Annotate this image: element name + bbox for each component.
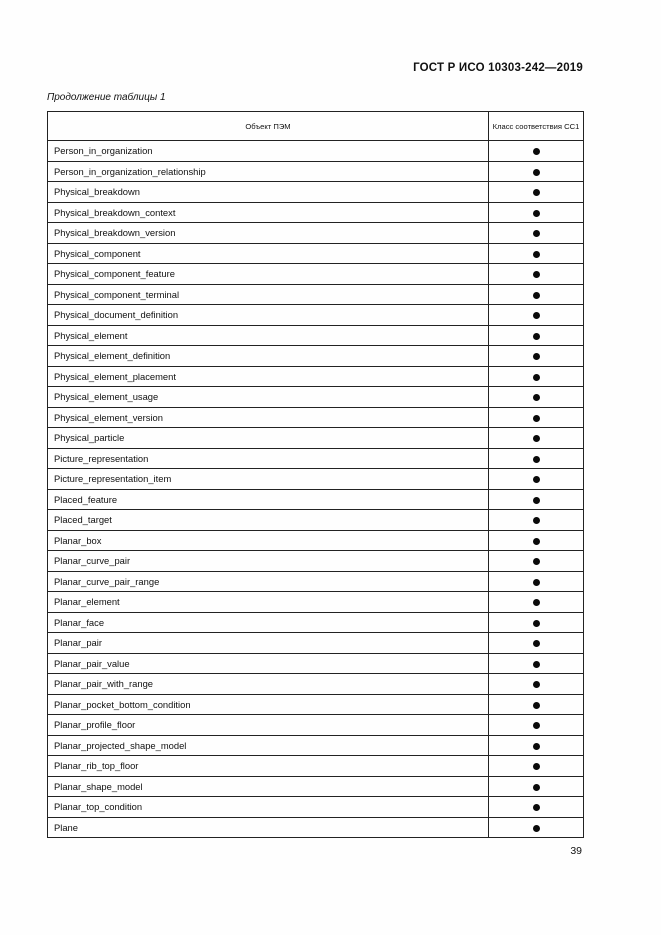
bullet-dot-icon [533, 599, 540, 606]
object-name-cell: Planar_curve_pair [48, 551, 489, 572]
table-row [48, 756, 584, 777]
table-row [48, 489, 584, 510]
bullet-dot-icon [533, 763, 540, 770]
object-name-cell: Planar_profile_floor [48, 715, 489, 736]
bullet-dot-icon [533, 353, 540, 360]
table-row [48, 735, 584, 756]
table-row [48, 776, 584, 797]
object-name-cell: Planar_face [48, 612, 489, 633]
conformance-mark-cell [489, 366, 584, 387]
object-name-cell: Physical_element_usage [48, 387, 489, 408]
table-row [48, 305, 584, 326]
conformance-mark-cell [489, 530, 584, 551]
object-name-cell: Physical_document_definition [48, 305, 489, 326]
bullet-dot-icon [533, 333, 540, 340]
conformance-mark-cell [489, 756, 584, 777]
table-row [48, 674, 584, 695]
conformance-mark-cell [489, 694, 584, 715]
bullet-dot-icon [533, 271, 540, 278]
bullet-dot-icon [533, 415, 540, 422]
conformance-mark-cell [489, 633, 584, 654]
table-row [48, 633, 584, 654]
table-row [48, 202, 584, 223]
object-name-cell: Physical_breakdown_context [48, 202, 489, 223]
table-row [48, 797, 584, 818]
bullet-dot-icon [533, 456, 540, 463]
table-row [48, 817, 584, 838]
conformance-mark-cell [489, 715, 584, 736]
object-name-cell: Person_in_organization [48, 141, 489, 162]
bullet-dot-icon [533, 681, 540, 688]
conformance-mark-cell [489, 653, 584, 674]
object-name-cell: Planar_rib_top_floor [48, 756, 489, 777]
table-row [48, 161, 584, 182]
object-name-cell: Picture_representation [48, 448, 489, 469]
conformance-mark-cell [489, 264, 584, 285]
object-name-cell: Physical_component_feature [48, 264, 489, 285]
conformance-mark-cell [489, 469, 584, 490]
bullet-dot-icon [533, 189, 540, 196]
object-name-cell: Planar_shape_model [48, 776, 489, 797]
table-row [48, 448, 584, 469]
object-name-cell: Physical_breakdown [48, 182, 489, 203]
object-name-cell: Planar_pocket_bottom_condition [48, 694, 489, 715]
object-name-cell: Planar_pair_with_range [48, 674, 489, 695]
table-row [48, 551, 584, 572]
conformance-mark-cell [489, 182, 584, 203]
conformance-mark-cell [489, 448, 584, 469]
document-code: ГОСТ Р ИСО 10303-242—2019 [413, 62, 583, 74]
bullet-dot-icon [533, 722, 540, 729]
table-row [48, 694, 584, 715]
conformance-mark-cell [489, 551, 584, 572]
bullet-dot-icon [533, 312, 540, 319]
table-row [48, 530, 584, 551]
conformance-mark-cell [489, 735, 584, 756]
bullet-dot-icon [533, 702, 540, 709]
conformance-mark-cell [489, 305, 584, 326]
conformance-mark-cell [489, 510, 584, 531]
bullet-dot-icon [533, 292, 540, 299]
bullet-dot-icon [533, 640, 540, 647]
bullet-dot-icon [533, 476, 540, 483]
conformance-mark-cell [489, 489, 584, 510]
table-row [48, 715, 584, 736]
bullet-dot-icon [533, 661, 540, 668]
object-name-cell: Planar_box [48, 530, 489, 551]
conformance-table [47, 111, 584, 838]
table-row [48, 612, 584, 633]
object-name-cell: Planar_top_condition [48, 797, 489, 818]
bullet-dot-icon [533, 825, 540, 832]
object-name-cell: Physical_element [48, 325, 489, 346]
table-row [48, 510, 584, 531]
conformance-mark-cell [489, 428, 584, 449]
conformance-mark-cell [489, 161, 584, 182]
table-row [48, 469, 584, 490]
conformance-mark-cell [489, 325, 584, 346]
conformance-mark-cell [489, 141, 584, 162]
object-name-cell: Physical_element_version [48, 407, 489, 428]
table-row [48, 141, 584, 162]
object-name-cell: Physical_component_terminal [48, 284, 489, 305]
table-row [48, 264, 584, 285]
table-row [48, 284, 584, 305]
conformance-mark-cell [489, 223, 584, 244]
object-name-cell: Physical_component [48, 243, 489, 264]
object-name-cell: Placed_target [48, 510, 489, 531]
bullet-dot-icon [533, 497, 540, 504]
object-name-cell: Planar_pair [48, 633, 489, 654]
bullet-dot-icon [533, 804, 540, 811]
table-row [48, 407, 584, 428]
column-header-object: Объект ПЭМ [48, 112, 489, 141]
conformance-mark-cell [489, 592, 584, 613]
conformance-mark-cell [489, 202, 584, 223]
conformance-mark-cell [489, 674, 584, 695]
table-row [48, 592, 584, 613]
bullet-dot-icon [533, 251, 540, 258]
table-row [48, 243, 584, 264]
column-header-class: Класс соответствия CC1 [489, 112, 584, 141]
table-row [48, 387, 584, 408]
conformance-mark-cell [489, 284, 584, 305]
bullet-dot-icon [533, 579, 540, 586]
table-row [48, 223, 584, 244]
object-name-cell: Placed_feature [48, 489, 489, 510]
object-name-cell: Planar_pair_value [48, 653, 489, 674]
object-name-cell: Physical_breakdown_version [48, 223, 489, 244]
table-header-row [48, 112, 584, 141]
page-number: 39 [570, 845, 582, 857]
bullet-dot-icon [533, 517, 540, 524]
object-name-cell: Plane [48, 817, 489, 838]
object-name-cell: Planar_curve_pair_range [48, 571, 489, 592]
conformance-mark-cell [489, 612, 584, 633]
bullet-dot-icon [533, 743, 540, 750]
conformance-mark-cell [489, 571, 584, 592]
bullet-dot-icon [533, 558, 540, 565]
table-caption: Продолжение таблицы 1 [47, 92, 166, 103]
table-row [48, 428, 584, 449]
bullet-dot-icon [533, 148, 540, 155]
object-name-cell: Physical_element_placement [48, 366, 489, 387]
bullet-dot-icon [533, 784, 540, 791]
table-row [48, 325, 584, 346]
bullet-dot-icon [533, 374, 540, 381]
bullet-dot-icon [533, 230, 540, 237]
bullet-dot-icon [533, 394, 540, 401]
object-name-cell: Picture_representation_item [48, 469, 489, 490]
table-row [48, 366, 584, 387]
object-name-cell: Planar_projected_shape_model [48, 735, 489, 756]
conformance-mark-cell [489, 387, 584, 408]
conformance-mark-cell [489, 817, 584, 838]
bullet-dot-icon [533, 169, 540, 176]
table-row [48, 346, 584, 367]
object-name-cell: Physical_particle [48, 428, 489, 449]
bullet-dot-icon [533, 620, 540, 627]
bullet-dot-icon [533, 210, 540, 217]
conformance-mark-cell [489, 797, 584, 818]
object-name-cell: Planar_element [48, 592, 489, 613]
conformance-mark-cell [489, 346, 584, 367]
bullet-dot-icon [533, 435, 540, 442]
bullet-dot-icon [533, 538, 540, 545]
table-row [48, 653, 584, 674]
object-name-cell: Physical_element_definition [48, 346, 489, 367]
conformance-mark-cell [489, 407, 584, 428]
conformance-mark-cell [489, 776, 584, 797]
table-row [48, 182, 584, 203]
object-name-cell: Person_in_organization_relationship [48, 161, 489, 182]
table-row [48, 571, 584, 592]
conformance-mark-cell [489, 243, 584, 264]
